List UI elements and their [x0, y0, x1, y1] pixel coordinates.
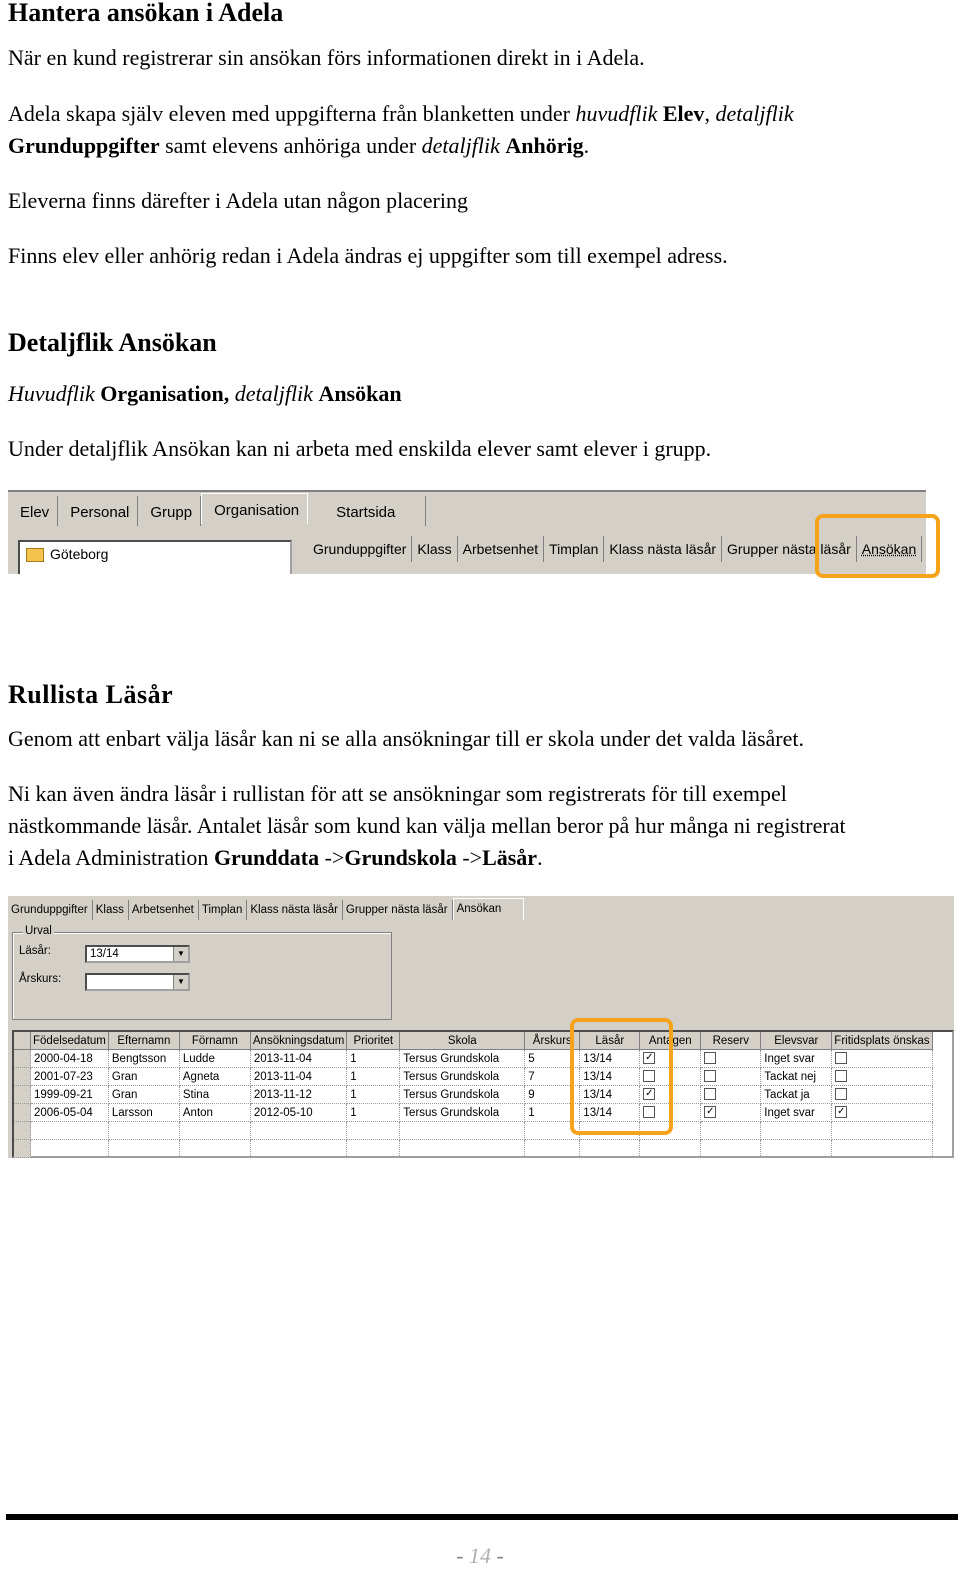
cell-fodelsedatum[interactable]: 2006-05-04 [31, 1104, 109, 1122]
antagen-checkbox[interactable]: ✓ [645, 1052, 654, 1064]
cell-elevsvar[interactable]: Inget svar [761, 1050, 832, 1068]
paragraph-change-year: Ni kan även ändra läsår i rullistan för att se ansökningar som registrerats för till exempel nästkommande läsår. Antalet läsår som kund kan välja mellan beror på hur många ni registrerat i Adela Administration Grunddata ->Grundskola ->Läsår. [8, 781, 846, 870]
col-efternamn[interactable]: Efternamn [108, 1032, 179, 1050]
paragraph-navigation: Huvudflik Organisation, detaljflik Ansökan [8, 381, 402, 406]
cell-fornamn[interactable]: Stina [179, 1086, 250, 1104]
highlight-lasar-column [570, 1018, 673, 1135]
col-fritidsplats[interactable]: Fritidsplats önskas [832, 1032, 932, 1050]
table-row[interactable] [14, 1068, 932, 1086]
cell-fornamn[interactable]: Ludde [179, 1050, 250, 1068]
arskurs-dropdown[interactable] [85, 973, 190, 991]
empty-row [14, 1140, 932, 1158]
row-header-corner [14, 1032, 31, 1050]
highlight-ansokan-tab [815, 514, 940, 578]
antagen-checkbox[interactable]: ✓ [645, 1088, 654, 1100]
lasar-label: Läsår: [19, 945, 51, 957]
col-lasar[interactable]: Läsår [580, 1032, 640, 1050]
tab-arbetsenhet[interactable]: Arbetsenhet [458, 536, 545, 562]
paragraph-existing: Finns elev eller anhörig redan i Adela ändras ej uppgifter som till exempel adress. [8, 243, 728, 268]
col-skola[interactable]: Skola [400, 1032, 525, 1050]
tab-grupper-nasta-lasar[interactable]: Grupper nästa läsår [722, 536, 857, 562]
tab-organisation[interactable]: Organisation [201, 493, 308, 524]
cell-efternamn[interactable]: Bengtsson [108, 1050, 179, 1068]
tab-personal[interactable]: Personal [58, 496, 138, 526]
tab-klass[interactable]: Klass [412, 536, 457, 562]
col-fornamn[interactable]: Förnamn [179, 1032, 250, 1050]
col-reserv[interactable]: Reserv [701, 1032, 761, 1050]
page-number: - 14 - [456, 1543, 504, 1568]
cell-fritids [832, 1050, 932, 1068]
table-row[interactable] [14, 1104, 932, 1122]
empty-row [14, 1122, 932, 1140]
arskurs-label: Årskurs: [19, 973, 62, 985]
cell-reserv [701, 1050, 761, 1068]
cell-fornamn[interactable]: Agneta [179, 1068, 250, 1086]
cell-efternamn[interactable]: Gran [108, 1086, 179, 1104]
cell-efternamn[interactable]: Larsson [108, 1104, 179, 1122]
tab-arbetsenhet[interactable]: Arbetsenhet [129, 900, 199, 920]
cell-prioritet[interactable]: 1 [347, 1050, 400, 1068]
fritids-checkbox[interactable] [835, 1052, 847, 1064]
cell-ansokningsdatum[interactable]: 2012-05-10 [250, 1104, 346, 1122]
cell-fornamn[interactable]: Anton [179, 1104, 250, 1122]
cell-reserv [701, 1068, 761, 1086]
reserv-checkbox[interactable]: ✓ [706, 1106, 715, 1118]
reserv-checkbox[interactable] [704, 1052, 716, 1064]
col-fodelsedatum[interactable]: Födelsedatum [31, 1032, 109, 1050]
cell-lasar[interactable]: 13/14 [580, 1086, 640, 1104]
tab-startsida[interactable]: Startsida [308, 496, 426, 526]
paragraph-intro: När en kund registrerar sin ansökan förs informationen direkt in i Adela. [8, 45, 645, 70]
col-arskurs[interactable]: Årskurs [525, 1032, 580, 1050]
tab-ansokan[interactable]: Ansökan [453, 898, 525, 920]
tab-elev[interactable]: Elev [8, 496, 58, 526]
screenshot-ansokan [8, 896, 954, 1158]
footer-rule [6, 1514, 958, 1520]
detail-tab-bar-2 [8, 900, 524, 920]
section-heading-ansokan: Detaljflik Ansökan [8, 328, 217, 357]
ansokan-table [14, 1032, 933, 1158]
cell-reserv [701, 1086, 761, 1104]
cell-lasar[interactable]: 13/14 [580, 1104, 640, 1122]
cell-elevsvar[interactable]: Tackat ja [761, 1086, 832, 1104]
fritids-checkbox[interactable] [835, 1070, 847, 1082]
row-header[interactable] [14, 1050, 31, 1068]
table-row[interactable] [14, 1050, 932, 1068]
cell-prioritet[interactable]: 1 [347, 1086, 400, 1104]
reserv-checkbox[interactable] [704, 1088, 716, 1100]
cell-skola[interactable]: Tersus Grundskola [400, 1104, 525, 1122]
chevron-down-icon[interactable]: ▼ [173, 975, 188, 989]
cell-efternamn[interactable]: Gran [108, 1068, 179, 1086]
tab-klass[interactable]: Klass [93, 900, 129, 920]
folder-icon [26, 548, 44, 562]
tab-grupp[interactable]: Grupp [138, 496, 201, 526]
cell-ansokningsdatum[interactable]: 2013-11-04 [250, 1050, 346, 1068]
col-prioritet[interactable]: Prioritet [347, 1032, 400, 1050]
paragraph-adela-creates: Adela skapa själv eleven med uppgifterna från blanketten under huvudflik Elev, detaljflik Grunduppgifter samt elevens anhöriga under detaljflik Anhörig. [8, 101, 794, 158]
tab-timplan[interactable]: Timplan [199, 900, 247, 920]
cell-ansokningsdatum[interactable]: 2013-11-04 [250, 1068, 346, 1086]
cell-lasar[interactable]: 13/14 [580, 1068, 640, 1086]
chevron-down-icon[interactable]: ▼ [173, 947, 188, 961]
cell-elevsvar[interactable]: Tackat nej [761, 1068, 832, 1086]
fritids-checkbox[interactable] [835, 1088, 847, 1100]
ansokan-grid [12, 1030, 954, 1158]
table-header-row [14, 1032, 932, 1050]
table-row[interactable] [14, 1086, 932, 1104]
row-header[interactable] [14, 1104, 31, 1122]
tab-grunduppgifter[interactable]: Grunduppgifter [8, 900, 93, 920]
cell-fritids [832, 1104, 932, 1122]
col-antagen[interactable]: Antagen [640, 1032, 701, 1050]
cell-fodelsedatum[interactable]: 2001-07-23 [31, 1068, 109, 1086]
cell-ansokningsdatum[interactable]: 2013-11-12 [250, 1086, 346, 1104]
cell-fritids [832, 1068, 932, 1086]
paragraph-group: Under detaljflik Ansökan kan ni arbeta med enskilda elever samt elever i grupp. [8, 436, 712, 461]
urval-legend: Urval [25, 925, 52, 937]
cell-lasar[interactable]: 13/14 [580, 1050, 640, 1068]
section-heading-lasar: Rullista Läsår [8, 680, 174, 709]
row-header[interactable] [14, 1068, 31, 1086]
col-ansokningsdatum[interactable]: Ansökningsdatum [250, 1032, 346, 1050]
cell-arskurs[interactable]: 1 [525, 1104, 580, 1122]
page-title: Hantera ansökan i Adela [8, 0, 284, 27]
cell-prioritet[interactable]: 1 [347, 1068, 400, 1086]
tab-klass-nasta-lasar[interactable]: Klass nästa läsår [604, 536, 722, 562]
cell-skola[interactable]: Tersus Grundskola [400, 1068, 525, 1086]
col-elevsvar[interactable]: Elevsvar [761, 1032, 832, 1050]
cell-skola[interactable]: Tersus Grundskola [400, 1086, 525, 1104]
urval-group [12, 925, 392, 1020]
cell-skola[interactable]: Tersus Grundskola [400, 1050, 525, 1068]
screenshot-tabs [8, 490, 926, 574]
tab-ansokan[interactable]: Ansökan [857, 536, 922, 562]
lasar-dropdown[interactable]: 13/14 ▼ [85, 945, 190, 963]
cell-fodelsedatum[interactable]: 1999-09-21 [31, 1086, 109, 1104]
cell-prioritet[interactable]: 1 [347, 1104, 400, 1122]
cell-arskurs[interactable]: 5 [525, 1050, 580, 1068]
cell-reserv [701, 1104, 761, 1122]
organisation-tree [18, 540, 292, 574]
tab-klass-nasta-lasar[interactable]: Klass nästa läsår [247, 900, 343, 920]
paragraph-no-placement: Eleverna finns därefter i Adela utan någon placering [8, 188, 468, 213]
tab-timplan[interactable]: Timplan [544, 536, 604, 562]
cell-arskurs[interactable]: 7 [525, 1068, 580, 1086]
reserv-checkbox[interactable] [704, 1070, 716, 1082]
tab-grunduppgifter[interactable]: Grunduppgifter [308, 536, 412, 562]
tab-grupper-nasta-lasar[interactable]: Grupper nästa läsår [343, 900, 453, 920]
fritids-checkbox[interactable]: ✓ [837, 1106, 846, 1118]
cell-fodelsedatum[interactable]: 2000-04-18 [31, 1050, 109, 1068]
cell-arskurs[interactable]: 9 [525, 1086, 580, 1104]
cell-fritids [832, 1086, 932, 1104]
tree-item-goteborg[interactable]: Göteborg [20, 546, 290, 562]
cell-elevsvar[interactable]: Inget svar [761, 1104, 832, 1122]
row-header[interactable] [14, 1086, 31, 1104]
main-tab-bar [8, 496, 426, 526]
paragraph-choose-year: Genom att enbart välja läsår kan ni se alla ansökningar till er skola under det valda läsåret. [8, 726, 804, 751]
